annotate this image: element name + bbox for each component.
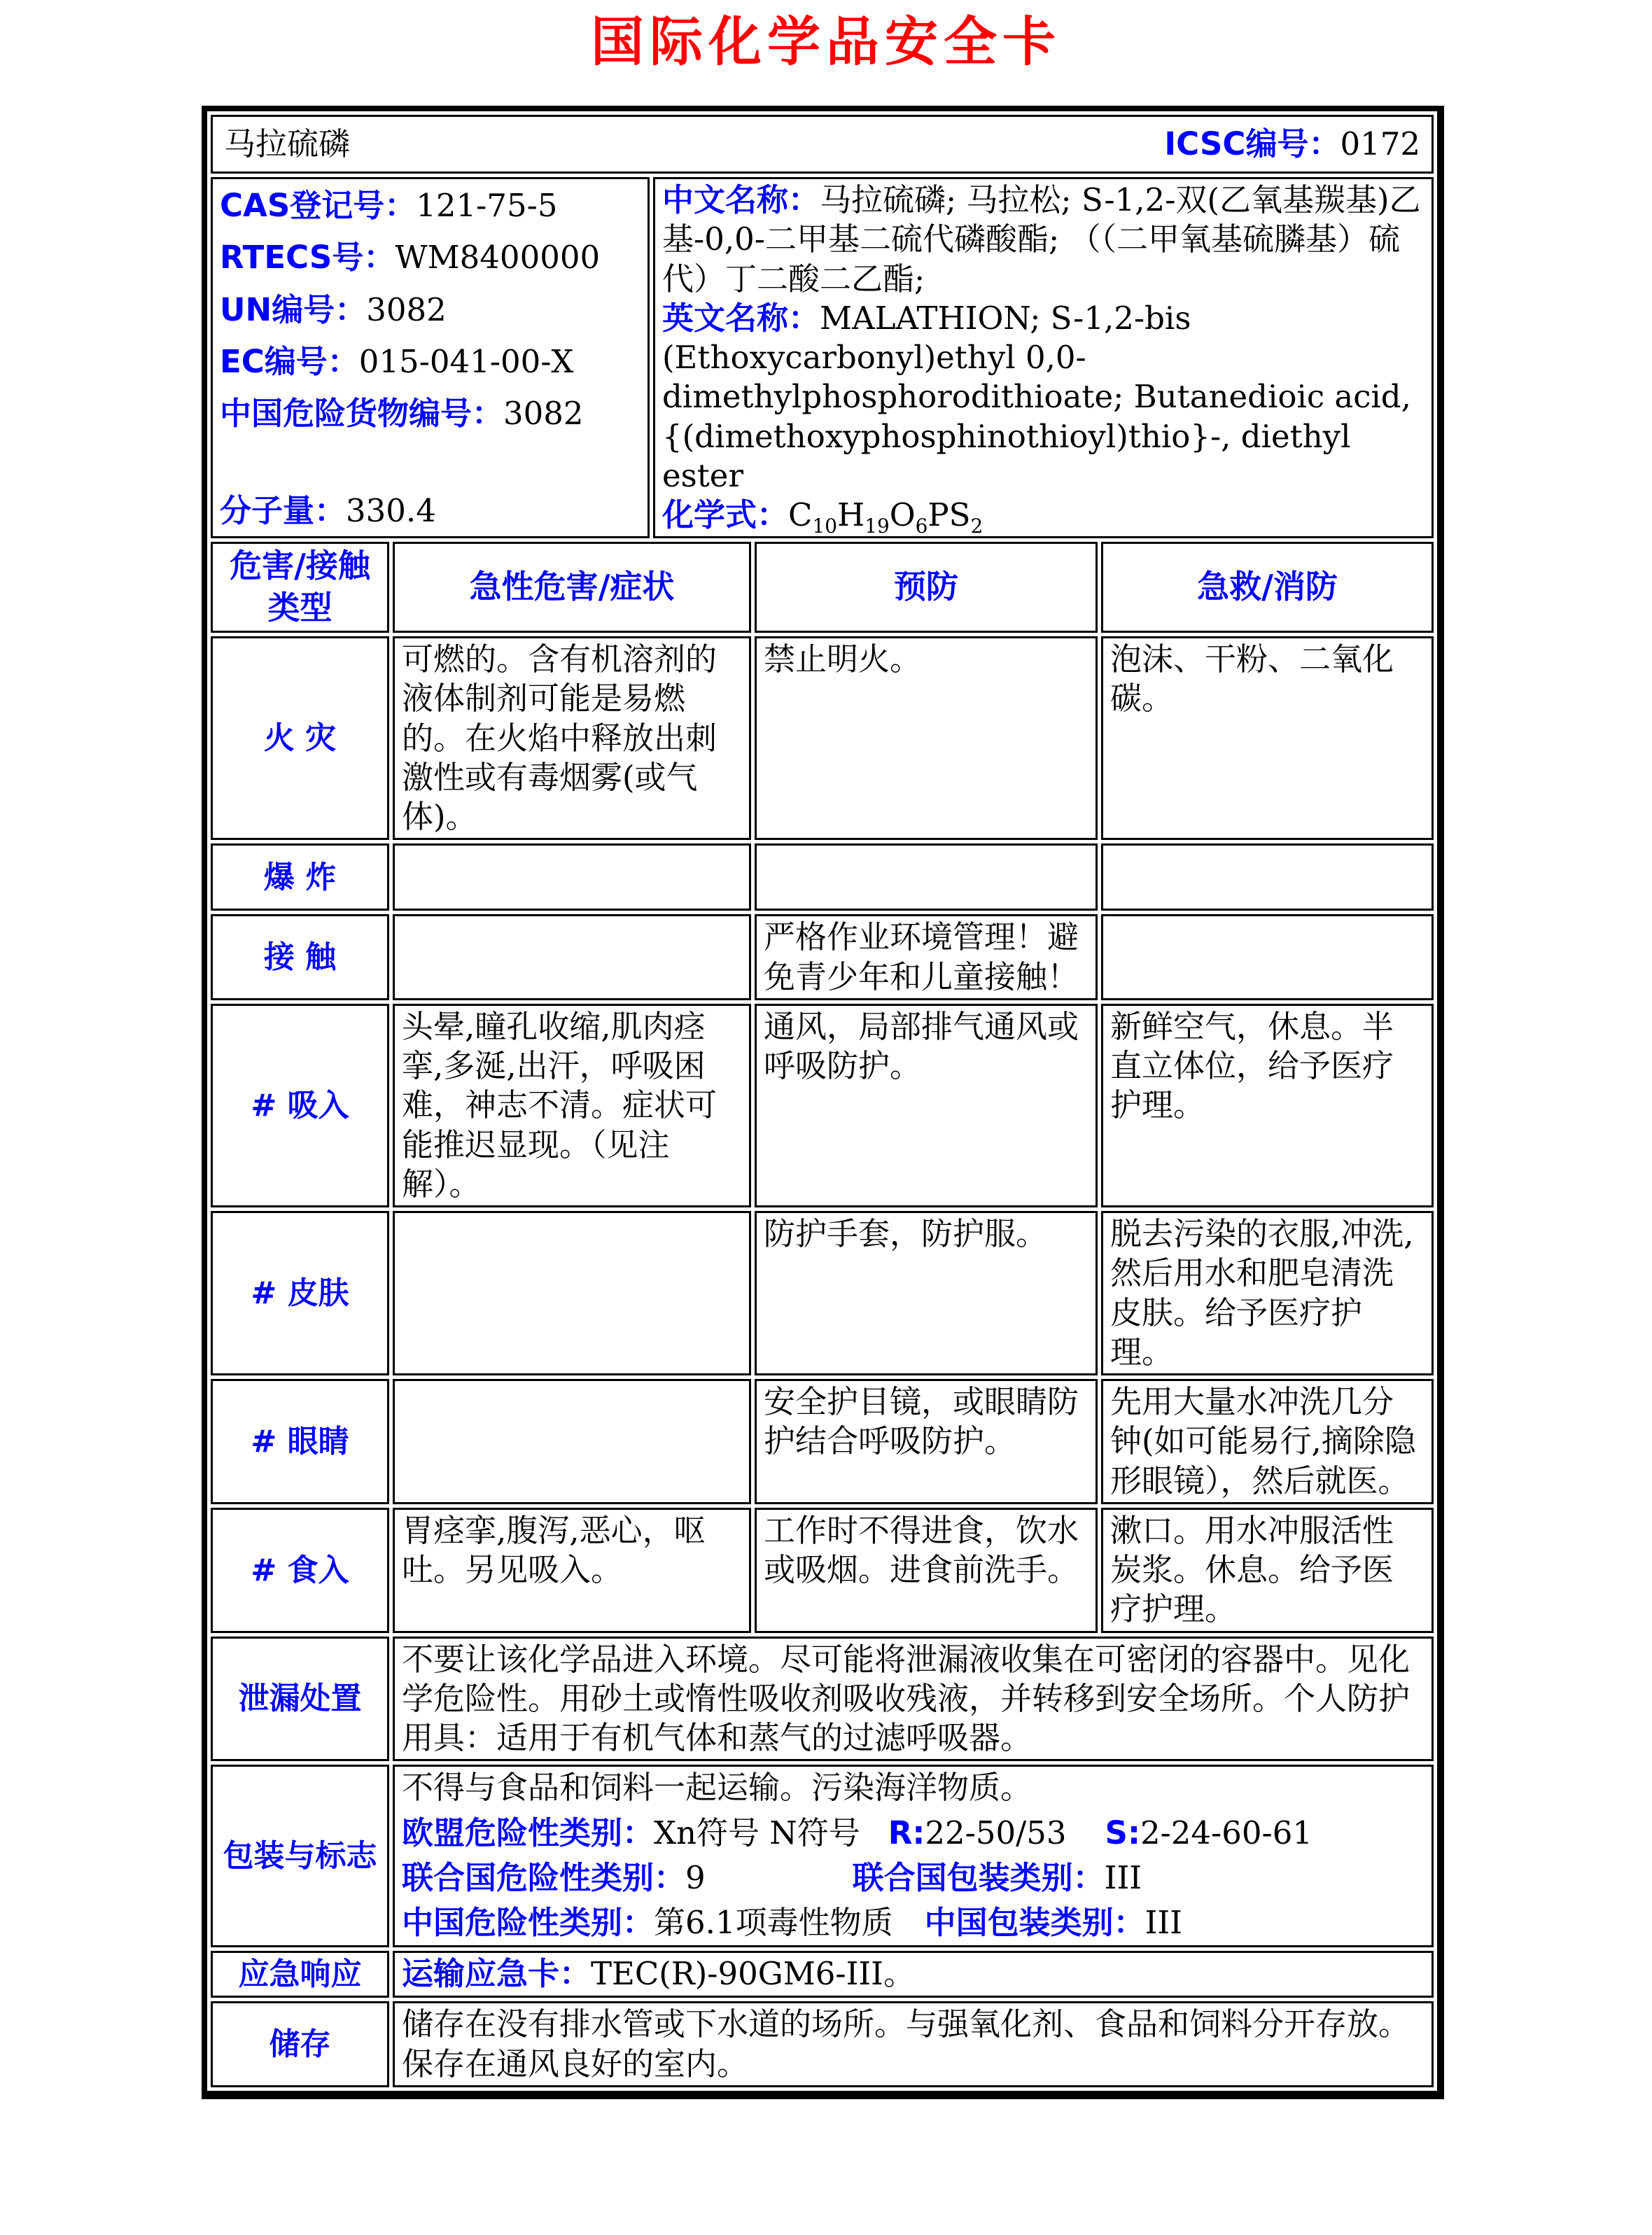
text-segment: III — [1144, 1904, 1182, 1942]
text-segment: C — [788, 496, 813, 534]
rtecs-value: WM8400000 — [395, 239, 601, 276]
eyes-first-aid: 先用大量水冲洗几分钟(如可能易行,摘除隐形眼镜），然后就医。 — [1101, 1379, 1434, 1504]
ec-value: 015-041-00-X — [358, 342, 574, 380]
ec-label: EC编号： — [220, 342, 359, 380]
cas-value: 121-75-5 — [416, 187, 558, 225]
page-title: 国际化学品安全卡 — [591, 10, 1061, 73]
text-segment: R: — [888, 1814, 925, 1851]
text-segment: 联合国危险性类别： — [402, 1858, 686, 1896]
un-number-line — [220, 290, 640, 330]
formula-line — [662, 496, 1424, 538]
text-segment: O — [889, 496, 916, 534]
fire-prevention: 禁止明火。 — [755, 636, 1098, 840]
packaging-eu-class-line — [402, 1814, 1424, 1853]
text-segment: PS — [927, 496, 971, 534]
packaging-transport-line — [402, 1768, 1424, 1807]
emergency-content — [393, 1951, 1434, 1998]
contact-symptoms — [393, 914, 751, 1000]
text-segment: 欧盟危险性类别： — [402, 1814, 654, 1851]
un-value: 3082 — [366, 290, 447, 328]
row-label-ingestion: # 食入 — [211, 1508, 389, 1633]
text-segment: 第6.1项毒性物质 — [654, 1904, 893, 1942]
text-segment: 22-50/53 — [925, 1814, 1067, 1851]
name-row — [211, 115, 1434, 174]
china-dg-label: 中国危险货物编号： — [220, 395, 504, 433]
eyes-prevention: 安全护目镜，或眼睛防护结合呼吸防护。 — [755, 1379, 1098, 1504]
contact-first-aid — [1101, 914, 1434, 1000]
row-label-eyes: # 眼睛 — [211, 1379, 389, 1504]
ingestion-prevention: 工作时不得进食，饮水或吸烟。进食前洗手。 — [755, 1508, 1098, 1633]
chinese-name-label: 中文名称： — [662, 181, 820, 219]
fire-symptoms: 可燃的。含有机溶剂的液体制剂可能是易燃的。在火焰中释放出刺激性或有毒烟雾(或气体)。 — [393, 636, 751, 840]
identifier-left-cell — [211, 177, 650, 538]
spacer — [1067, 1843, 1105, 1844]
ingestion-symptoms: 胃痉挛,腹泻,恶心，呕吐。另见吸入。 — [393, 1508, 751, 1633]
fire-first-aid: 泡沫、干粉、二氧化碳。 — [1101, 636, 1434, 840]
row-label-skin: # 皮肤 — [211, 1211, 389, 1375]
text-segment: III — [1104, 1858, 1142, 1896]
inhalation-prevention: 通风，局部排气通风或呼吸防护。 — [755, 1004, 1098, 1207]
packaging-un-class-line — [402, 1858, 1424, 1898]
section-label-packaging: 包装与标志 — [211, 1765, 389, 1947]
header-prevention: 预防 — [755, 542, 1098, 633]
section-row-packaging — [211, 1765, 1434, 1947]
english-name-value: MALATHION; S-1,2-bis (Ethoxycarbonyl)ethyl 0,0-dimethylphosphorodithioate; Butanedioic acid, {(dimethoxyphosphinothioyl)thio}-, diethyl ester — [662, 299, 1411, 494]
section-row-emergency — [211, 1951, 1434, 1998]
section-row-spill — [211, 1637, 1434, 1762]
text-segment: S: — [1105, 1814, 1140, 1851]
text-segment: 6 — [915, 514, 928, 538]
explosion-first-aid — [1101, 843, 1434, 911]
table-row-explosion — [211, 843, 1434, 911]
substance-name: 马拉硫磷 — [224, 125, 351, 163]
china-dg-value: 3082 — [503, 395, 584, 433]
text-segment: 联合国包装类别： — [852, 1858, 1105, 1896]
formula-label: 化学式： — [662, 496, 789, 534]
text-segment: 9 — [685, 1858, 706, 1896]
text-segment: H — [836, 496, 865, 534]
formula-value — [788, 496, 983, 538]
icsc-number-group — [1164, 125, 1420, 164]
icsc-label: ICSC编号： — [1164, 125, 1340, 163]
skin-first-aid: 脱去污染的衣服,冲洗,然后用水和肥皂清洗皮肤。给予医疗护理。 — [1101, 1211, 1434, 1375]
text-segment: 中国危险性类别： — [402, 1904, 654, 1942]
row-label-explosion: 爆 炸 — [211, 843, 389, 911]
packaging-content — [393, 1765, 1434, 1947]
header-symptoms: 急性危害/症状 — [393, 542, 751, 633]
skin-symptoms — [393, 1211, 751, 1375]
table-row-fire — [211, 636, 1434, 840]
china-dg-number-line — [220, 394, 640, 433]
un-label: UN编号： — [220, 290, 367, 328]
header-hazard-type: 危害/接触类型 — [211, 542, 389, 633]
rtecs-number-line — [220, 238, 640, 277]
inhalation-symptoms: 头晕,瞳孔收缩,肌肉痉挛,多涎,出汗，呼吸困难，神志不清。症状可能推迟显现。（见注解）。 — [393, 1004, 751, 1207]
table-row-skin — [211, 1211, 1434, 1375]
section-label-emergency: 应急响应 — [211, 1951, 389, 1998]
row-label-contact: 接 触 — [211, 914, 389, 1000]
chinese-name-value: 马拉硫磷; 马拉松; S-1,2-双(乙氧基羰基)乙基-0,0-二甲基二硫代磷酸酯; （（二甲氧基硫膦基）硫代）丁二酸二乙酯; — [662, 181, 1421, 297]
section-label-spill: 泄漏处置 — [211, 1637, 389, 1762]
row-label-fire: 火 灾 — [211, 636, 389, 840]
text-segment: 运输应急卡： — [402, 1955, 592, 1993]
molecular-weight-value: 330.4 — [346, 492, 436, 530]
text-segment: 19 — [864, 514, 890, 538]
cas-label: CAS登记号： — [220, 187, 416, 225]
table-row-contact — [211, 914, 1434, 1000]
chinese-name-paragraph — [662, 181, 1424, 299]
skin-prevention: 防护手套，防护服。 — [755, 1211, 1098, 1375]
text-segment: 2 — [970, 514, 983, 538]
explosion-symptoms — [393, 843, 751, 911]
spacer — [706, 1888, 853, 1889]
text-segment: 中国包装类别： — [924, 1904, 1145, 1942]
ingestion-first-aid: 漱口。用水冲服活性炭浆。休息。给予医疗护理。 — [1101, 1508, 1434, 1633]
table-row-inhalation — [211, 1004, 1434, 1207]
ec-number-line — [220, 342, 640, 381]
molecular-weight-line — [220, 491, 640, 531]
storage-content: 储存在没有排水管或下水道的场所。与强氧化剂、食品和饲料分开存放。保存在通风良好的室内。 — [393, 2001, 1434, 2087]
table-row-eyes — [211, 1379, 1434, 1504]
spacer — [860, 1843, 888, 1844]
spill-content: 不要让该化学品进入环境。尽可能将泄漏液收集在可密闭的容器中。见化学危险性。用砂土或惰性吸收剂吸收残液，并转移到安全场所。个人防护用具：适用于有机气体和蒸气的过滤呼吸器。 — [393, 1637, 1434, 1762]
explosion-prevention — [755, 843, 1098, 911]
english-name-paragraph — [662, 299, 1424, 496]
header-first-aid: 急救/消防 — [1101, 542, 1434, 633]
section-row-storage — [211, 2001, 1434, 2087]
contact-prevention: 严格作业环境管理！避免青少年和儿童接触！ — [755, 914, 1098, 1000]
inhalation-first-aid: 新鲜空气，休息。半直立体位，给予医疗护理。 — [1101, 1004, 1434, 1207]
table-row-ingestion — [211, 1508, 1434, 1633]
text-segment: 不得与食品和饲料一起运输。污染海洋物质。 — [402, 1769, 1032, 1807]
identifier-row — [211, 177, 1434, 538]
section-label-storage: 储存 — [211, 2001, 389, 2087]
packaging-china-class-line — [402, 1903, 1424, 1942]
text-segment: 2-24-60-61 — [1140, 1814, 1312, 1851]
safety-card — [202, 106, 1444, 2099]
rtecs-label: RTECS号： — [220, 239, 396, 276]
eyes-symptoms — [393, 1379, 751, 1504]
hazard-table-header — [211, 542, 1434, 633]
molecular-weight-label: 分子量： — [220, 492, 346, 530]
english-name-label: 英文名称： — [662, 299, 820, 337]
row-label-inhalation: # 吸入 — [211, 1004, 389, 1207]
icsc-page — [0, 10, 1652, 2099]
cas-number-line — [220, 186, 640, 225]
name-cell — [211, 115, 1434, 174]
text-segment: Xn符号 N符号 — [654, 1814, 860, 1851]
icsc-number: 0172 — [1340, 125, 1420, 163]
text-segment: 10 — [812, 514, 837, 538]
identifier-right-cell — [653, 177, 1434, 538]
text-segment: TEC(R)-90GM6-III。 — [591, 1955, 915, 1993]
